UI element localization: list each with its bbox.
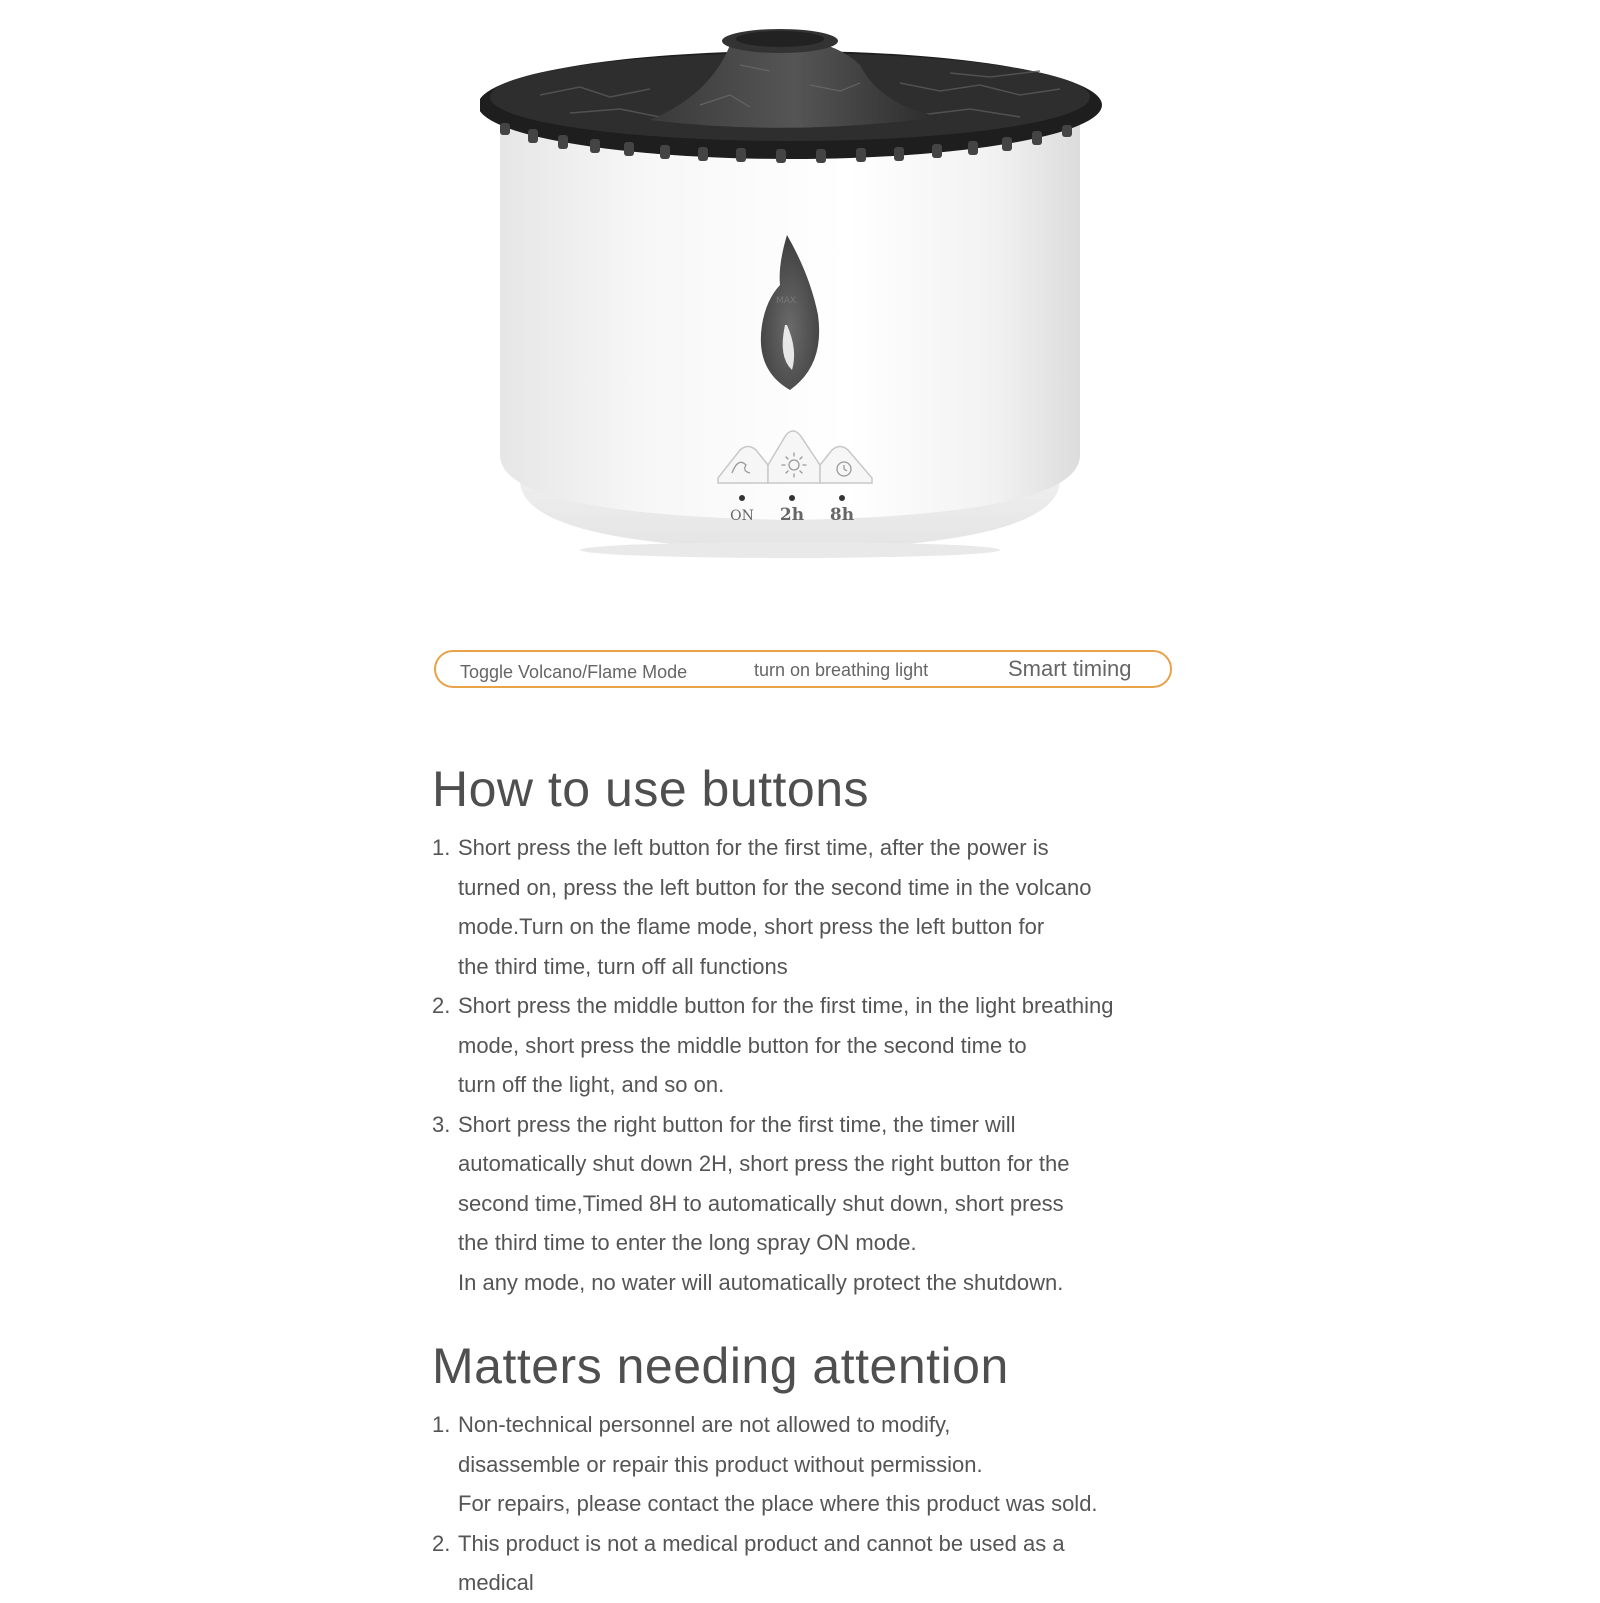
list-item-line: Short press the right button for the first time, the timer will — [458, 1111, 1016, 1137]
attention-title: Matters needing attention — [432, 1338, 1009, 1394]
list-item-line: In any mode, no water will automatically protect the shutdown. — [458, 1269, 1064, 1295]
attention-section — [432, 1337, 1192, 1603]
list-item-number: 3. — [432, 1111, 451, 1137]
indicator-2h: 2h — [779, 505, 805, 525]
list-item-number: 2. — [432, 1530, 451, 1556]
list-item-line: automatically shut down 2H, short press the right button for the — [458, 1151, 1070, 1176]
list-item — [432, 1105, 1192, 1303]
list-item-line: mode.Turn on the flame mode, short press the left button for — [458, 914, 1045, 939]
product-image — [480, 25, 1120, 585]
list-item-line: medical — [458, 1570, 534, 1595]
list-item — [432, 1524, 1192, 1603]
svg-text:MAX: MAX — [775, 296, 797, 306]
button-function-labels — [434, 650, 1172, 688]
list-item-number: 2. — [432, 993, 451, 1018]
list-item-line: mode, short press the middle button for the second time to — [458, 1032, 1027, 1058]
list-item — [432, 1405, 1192, 1524]
list-item-line: the third time to enter the long spray ON mode. — [458, 1230, 917, 1255]
list-item-line: the third time, turn off all functions — [458, 953, 788, 979]
attention-list — [432, 1405, 1192, 1603]
list-item-line: disassemble or repair this product without permission. — [458, 1451, 983, 1477]
how-to-list — [432, 828, 1192, 1302]
list-item-line: turn off the light, and so on. — [458, 1072, 725, 1097]
list-item-line: For repairs, please contact the place where this product was sold. — [458, 1491, 1098, 1516]
how-to-title: How to use buttons — [432, 761, 870, 817]
list-item-line: turned on, press the left button for the second time in the volcano — [458, 874, 1092, 900]
indicator-on: ON — [730, 508, 754, 524]
indicator-8h: 8h — [829, 505, 855, 525]
list-item-line: Short press the left button for the first time, after the power is — [458, 835, 1049, 860]
list-item — [432, 986, 1192, 1105]
list-item-number: 1. — [432, 1412, 451, 1437]
label-middle-button: turn on breathing light — [754, 660, 929, 680]
label-left-button: Toggle Volcano/Flame Mode — [460, 662, 688, 682]
list-item-line: second time,Timed 8H to automatically shut down, short press — [458, 1190, 1064, 1216]
list-item-line: Non-technical personnel are not allowed to modify, — [458, 1412, 951, 1437]
list-item-number: 1. — [432, 835, 451, 860]
how-to-section — [432, 760, 1192, 1302]
list-item — [432, 828, 1192, 986]
list-item-line: This product is not a medical product and cannot be used as a — [458, 1530, 1065, 1556]
list-item-line: Short press the middle button for the first time, in the light breathing — [458, 993, 1114, 1018]
label-right-button: Smart timing — [1008, 656, 1132, 681]
